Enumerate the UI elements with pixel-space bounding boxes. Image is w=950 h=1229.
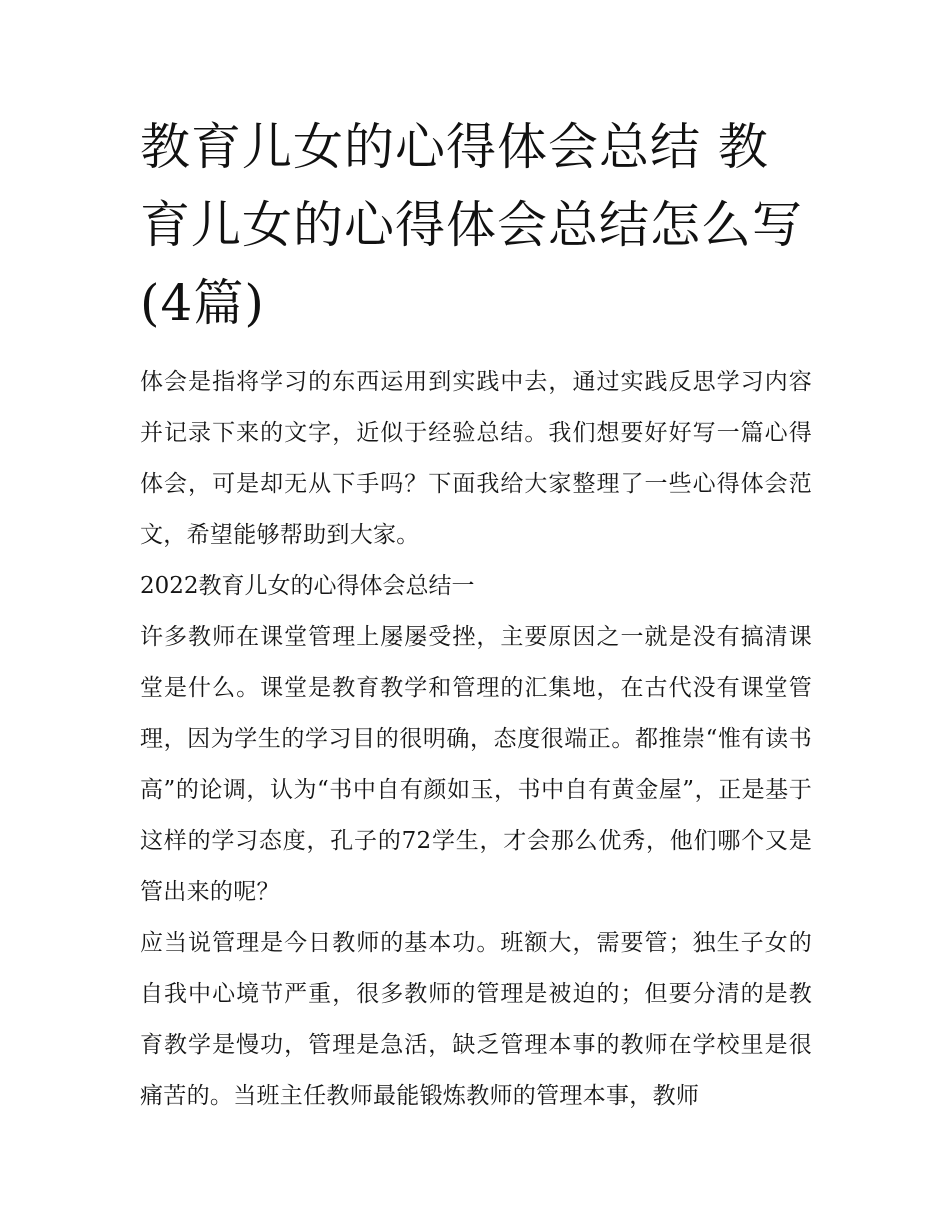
body-paragraph-2: 应当说管理是今日教师的基本功。班额大，需要管；独生子女的自我中心境节严重，很多教师的管理是被迫的；但要分清的是教育教学是慢功，管理是急活，缺乏管理本事的教师在学校里是很痛苦的。当班主任教师最能锻炼教师的管理本事，教师: [140, 930, 812, 1109]
document-body: [140, 357, 812, 1122]
document-page: [140, 108, 812, 1122]
intro-paragraph: 体会是指将学习的东西运用到实践中去，通过实践反思学习内容并记录下来的文字，近似于经验总结。我们想要好好写一篇心得体会，可是却无从下手吗？下面我给大家整理了一些心得体会范文，希望能够帮助到大家。: [140, 369, 812, 548]
document-title: 教育儿女的心得体会总结 教育儿女的心得体会总结怎么写(4篇): [140, 118, 803, 332]
section-heading: 2022教育儿女的心得体会总结一: [140, 573, 475, 599]
body-paragraph-1: 许多教师在课堂管理上屡屡受挫，主要原因之一就是没有搞清课堂是什么。课堂是教育教学和管理的汇集地，在古代没有课堂管理，因为学生的学习目的很明确，态度很端正。都推崇“惟有读书高”的论调，认为“书中自有颜如玉，书中自有黄金屋”，正是基于这样的学习态度，孔子的72学生，才会那么优秀，他们哪个又是管出来的呢？: [140, 624, 812, 905]
